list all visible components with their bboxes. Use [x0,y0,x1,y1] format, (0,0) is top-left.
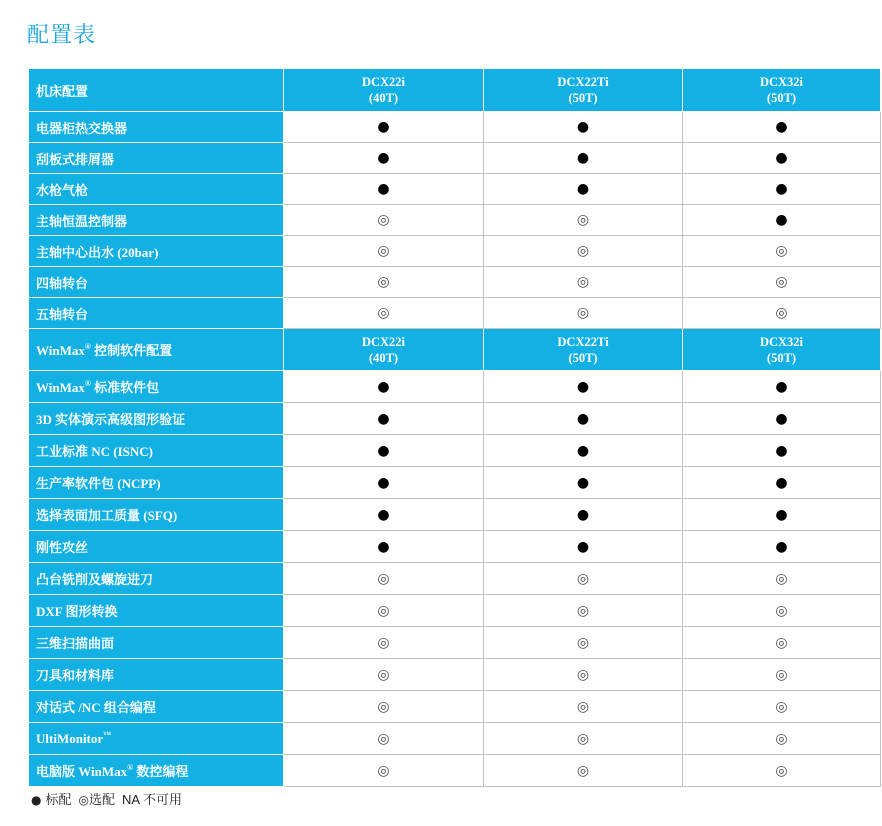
legend-label-not-available: 不可用 [142,792,182,807]
availability-cell [683,595,881,627]
table-row [29,531,881,563]
model-spindle-spec: (40T) [368,350,399,365]
availability-cell [484,499,683,531]
feature-label: 工业标准 NC (ISNC) [29,435,284,467]
model-spindle-spec: (50T) [568,350,598,365]
table-row [29,563,881,595]
standard-mark-icon: ● [775,181,788,197]
trademark-superscript: ® [84,379,91,388]
feature-label: 选择表面加工质量 (SFQ) [29,499,284,531]
availability-cell [484,403,683,435]
availability-cell [683,403,881,435]
model-header-cell [484,69,683,112]
feature-label: 刮板式排屑器 [29,143,284,174]
optional-mark-icon: ◎ [576,666,590,683]
availability-cell [284,435,484,467]
standard-mark-icon: ● [377,474,390,491]
feature-label: 电器柜热交换器 [29,112,284,143]
section-header-row [29,69,881,112]
feature-label: 刀具和材料库 [29,659,284,691]
availability-cell [484,467,683,499]
table-row [29,112,881,143]
availability-cell [683,435,881,467]
standard-mark-icon: ● [775,506,788,523]
model-spindle-spec: (50T) [766,91,797,105]
feature-label: 五轴转台 [29,298,284,329]
standard-mark-icon: ● [775,378,788,395]
availability-cell [683,755,881,787]
availability-cell [284,627,484,659]
availability-cell [284,143,484,174]
optional-mark-icon: ◎ [377,274,390,290]
table-row [29,595,881,627]
availability-cell [683,467,881,499]
feature-label: 三维扫描曲面 [29,627,284,659]
availability-cell [683,112,881,143]
model-header-cell [284,329,484,371]
optional-mark-icon: ◎ [377,698,390,715]
legend-item-standard [31,791,72,809]
optional-mark-icon: ◎ [576,698,590,715]
availability-cell [284,531,484,563]
availability-cell [484,723,683,755]
standard-mark-icon: ● [576,119,590,135]
optional-mark-icon: ◎ [377,634,390,651]
availability-cell [484,112,683,143]
availability-cell [284,499,484,531]
availability-cell [683,691,881,723]
optional-mark-icon: ◎ [576,730,590,747]
optional-mark-icon: ◎ [576,570,590,587]
table-row [29,298,881,329]
legend-label-optional: 选配 [88,792,115,807]
standard-mark-icon: ● [576,474,590,491]
standard-mark-icon: ● [576,378,590,395]
table-row [29,723,881,755]
optional-mark-icon: ◎ [377,243,390,259]
availability-cell [484,595,683,627]
standard-mark-icon: ● [576,442,590,459]
feature-label: 生产率软件包 (NCPP) [29,467,284,499]
availability-cell [284,174,484,205]
availability-cell [683,627,881,659]
feature-label: 主轴恒温控制器 [29,205,284,236]
availability-cell [683,723,881,755]
standard-mark-icon: ● [377,181,390,197]
optional-mark-icon: ◎ [775,634,788,651]
standard-mark-icon: ● [377,442,390,459]
table-row [29,659,881,691]
legend-item-not-available [122,791,182,809]
availability-cell [284,467,484,499]
optional-mark-icon: ◎ [377,762,390,779]
availability-cell [484,298,683,329]
availability-cell [284,236,484,267]
optional-mark-icon: ◎ [576,762,590,779]
availability-cell [683,205,881,236]
table-row [29,174,881,205]
configuration-table-body [29,69,881,787]
availability-cell [683,298,881,329]
availability-cell [683,499,881,531]
availability-cell [484,174,683,205]
optional-mark-icon: ◎ [576,212,590,228]
table-row [29,267,881,298]
table-row [29,371,881,403]
standard-mark-icon: ● [377,410,390,427]
standard-mark-icon: ● [775,119,788,135]
optional-mark-icon: ◎ [775,730,788,747]
availability-cell [284,755,484,787]
availability-cell [284,267,484,298]
availability-cell [683,371,881,403]
availability-cell [284,595,484,627]
standard-mark-icon: ● [576,150,590,166]
standard-mark-icon: ● [775,410,788,427]
optional-mark-icon: ◎ [576,634,590,651]
availability-cell [284,371,484,403]
availability-cell [484,267,683,298]
availability-cell [484,659,683,691]
legend-label-standard: 标配 [45,792,72,807]
table-row [29,143,881,174]
availability-cell [683,531,881,563]
optional-mark-icon: ◎ [775,602,788,619]
standard-mark-icon: ● [377,119,390,135]
feature-label: UltiMonitor™ [29,723,284,755]
availability-cell [284,691,484,723]
standard-mark-icon: ● [775,150,788,166]
standard-mark-icon: ● [775,538,788,555]
model-spindle-spec: (40T) [368,91,399,105]
optional-mark-icon: ◎ [377,305,390,321]
model-header-cell [683,69,881,112]
standard-mark-icon: ● [775,442,788,459]
table-row [29,627,881,659]
standard-mark-icon: ● [377,378,390,395]
legend-item-optional [79,791,116,809]
table-row [29,691,881,723]
availability-cell [284,659,484,691]
standard-mark-icon: ● [377,538,390,555]
feature-label: 凸台铣削及螺旋进刀 [29,563,284,595]
model-header-cell [683,329,881,371]
optional-mark-icon: ◎ [377,570,390,587]
table-row [29,205,881,236]
model-name: DCX22Ti [557,334,609,349]
optional-mark-icon: ◎ [78,793,89,807]
model-header-cell [484,329,683,371]
optional-mark-icon: ◎ [377,666,390,683]
availability-cell [484,143,683,174]
optional-mark-icon: ◎ [576,602,590,619]
table-row [29,499,881,531]
configuration-table [28,68,881,787]
optional-mark-icon: ◎ [377,212,390,228]
standard-mark-icon: ● [31,793,42,807]
feature-label: 主轴中心出水 (20bar) [29,236,284,267]
table-row [29,236,881,267]
model-name: DCX22i [361,75,406,89]
standard-mark-icon: ● [576,506,590,523]
optional-mark-icon: ◎ [775,570,788,587]
optional-mark-icon: ◎ [377,602,390,619]
availability-cell [484,627,683,659]
availability-cell [284,205,484,236]
availability-cell [484,755,683,787]
feature-label: WinMax® 标准软件包 [29,371,284,403]
standard-mark-icon: ● [377,150,390,166]
standard-mark-icon: ● [576,410,590,427]
feature-label: 水枪气枪 [29,174,284,205]
optional-mark-icon: ◎ [775,698,788,715]
availability-cell [683,143,881,174]
availability-cell [484,531,683,563]
availability-cell [683,236,881,267]
availability-cell [484,205,683,236]
feature-label: 3D 实体演示高级图形验证 [29,403,284,435]
availability-cell [284,403,484,435]
feature-label: 电脑版 WinMax® 数控编程 [29,755,284,787]
optional-mark-icon: ◎ [576,274,590,290]
feature-label: 刚性攻丝 [29,531,284,563]
optional-mark-icon: ◎ [576,305,590,321]
trademark-superscript: ® [84,342,91,351]
optional-mark-icon: ◎ [775,666,788,683]
availability-cell [683,267,881,298]
availability-cell [484,691,683,723]
model-name: DCX22i [361,334,406,349]
availability-cell [683,174,881,205]
optional-mark-icon: ◎ [377,730,390,747]
table-row [29,403,881,435]
standard-mark-icon: ● [775,212,788,228]
optional-mark-icon: ◎ [775,305,788,321]
trademark-superscript: ® [127,763,134,772]
not-available-mark: NA [122,792,140,807]
standard-mark-icon: ● [576,538,590,555]
availability-cell [484,563,683,595]
section-title: 机床配置 [29,69,284,112]
section-title: WinMax® 控制软件配置 [29,329,284,371]
optional-mark-icon: ◎ [775,762,788,779]
model-header-cell [284,69,484,112]
optional-mark-icon: ◎ [775,243,788,259]
feature-label: 对话式 /NC 组合编程 [29,691,284,723]
availability-cell [484,435,683,467]
table-row [29,755,881,787]
availability-cell [484,371,683,403]
standard-mark-icon: ● [775,474,788,491]
trademark-superscript: ™ [103,729,112,739]
legend [31,791,189,809]
optional-mark-icon: ◎ [576,243,590,259]
model-name: DCX32i [759,334,804,349]
page-title: 配置表 [27,22,97,47]
availability-cell [484,236,683,267]
table-row [29,435,881,467]
feature-label: DXF 图形转换 [29,595,284,627]
availability-cell [284,563,484,595]
feature-label: 四轴转台 [29,267,284,298]
availability-cell [284,298,484,329]
model-spindle-spec: (50T) [766,350,797,365]
availability-cell [683,563,881,595]
model-spindle-spec: (50T) [568,91,598,105]
optional-mark-icon: ◎ [775,274,788,290]
availability-cell [284,723,484,755]
standard-mark-icon: ● [377,506,390,523]
standard-mark-icon: ● [576,181,590,197]
availability-cell [683,659,881,691]
section-header-row [29,329,881,371]
model-name: DCX32i [759,75,804,89]
table-row [29,467,881,499]
availability-cell [284,112,484,143]
model-name: DCX22Ti [557,75,609,89]
